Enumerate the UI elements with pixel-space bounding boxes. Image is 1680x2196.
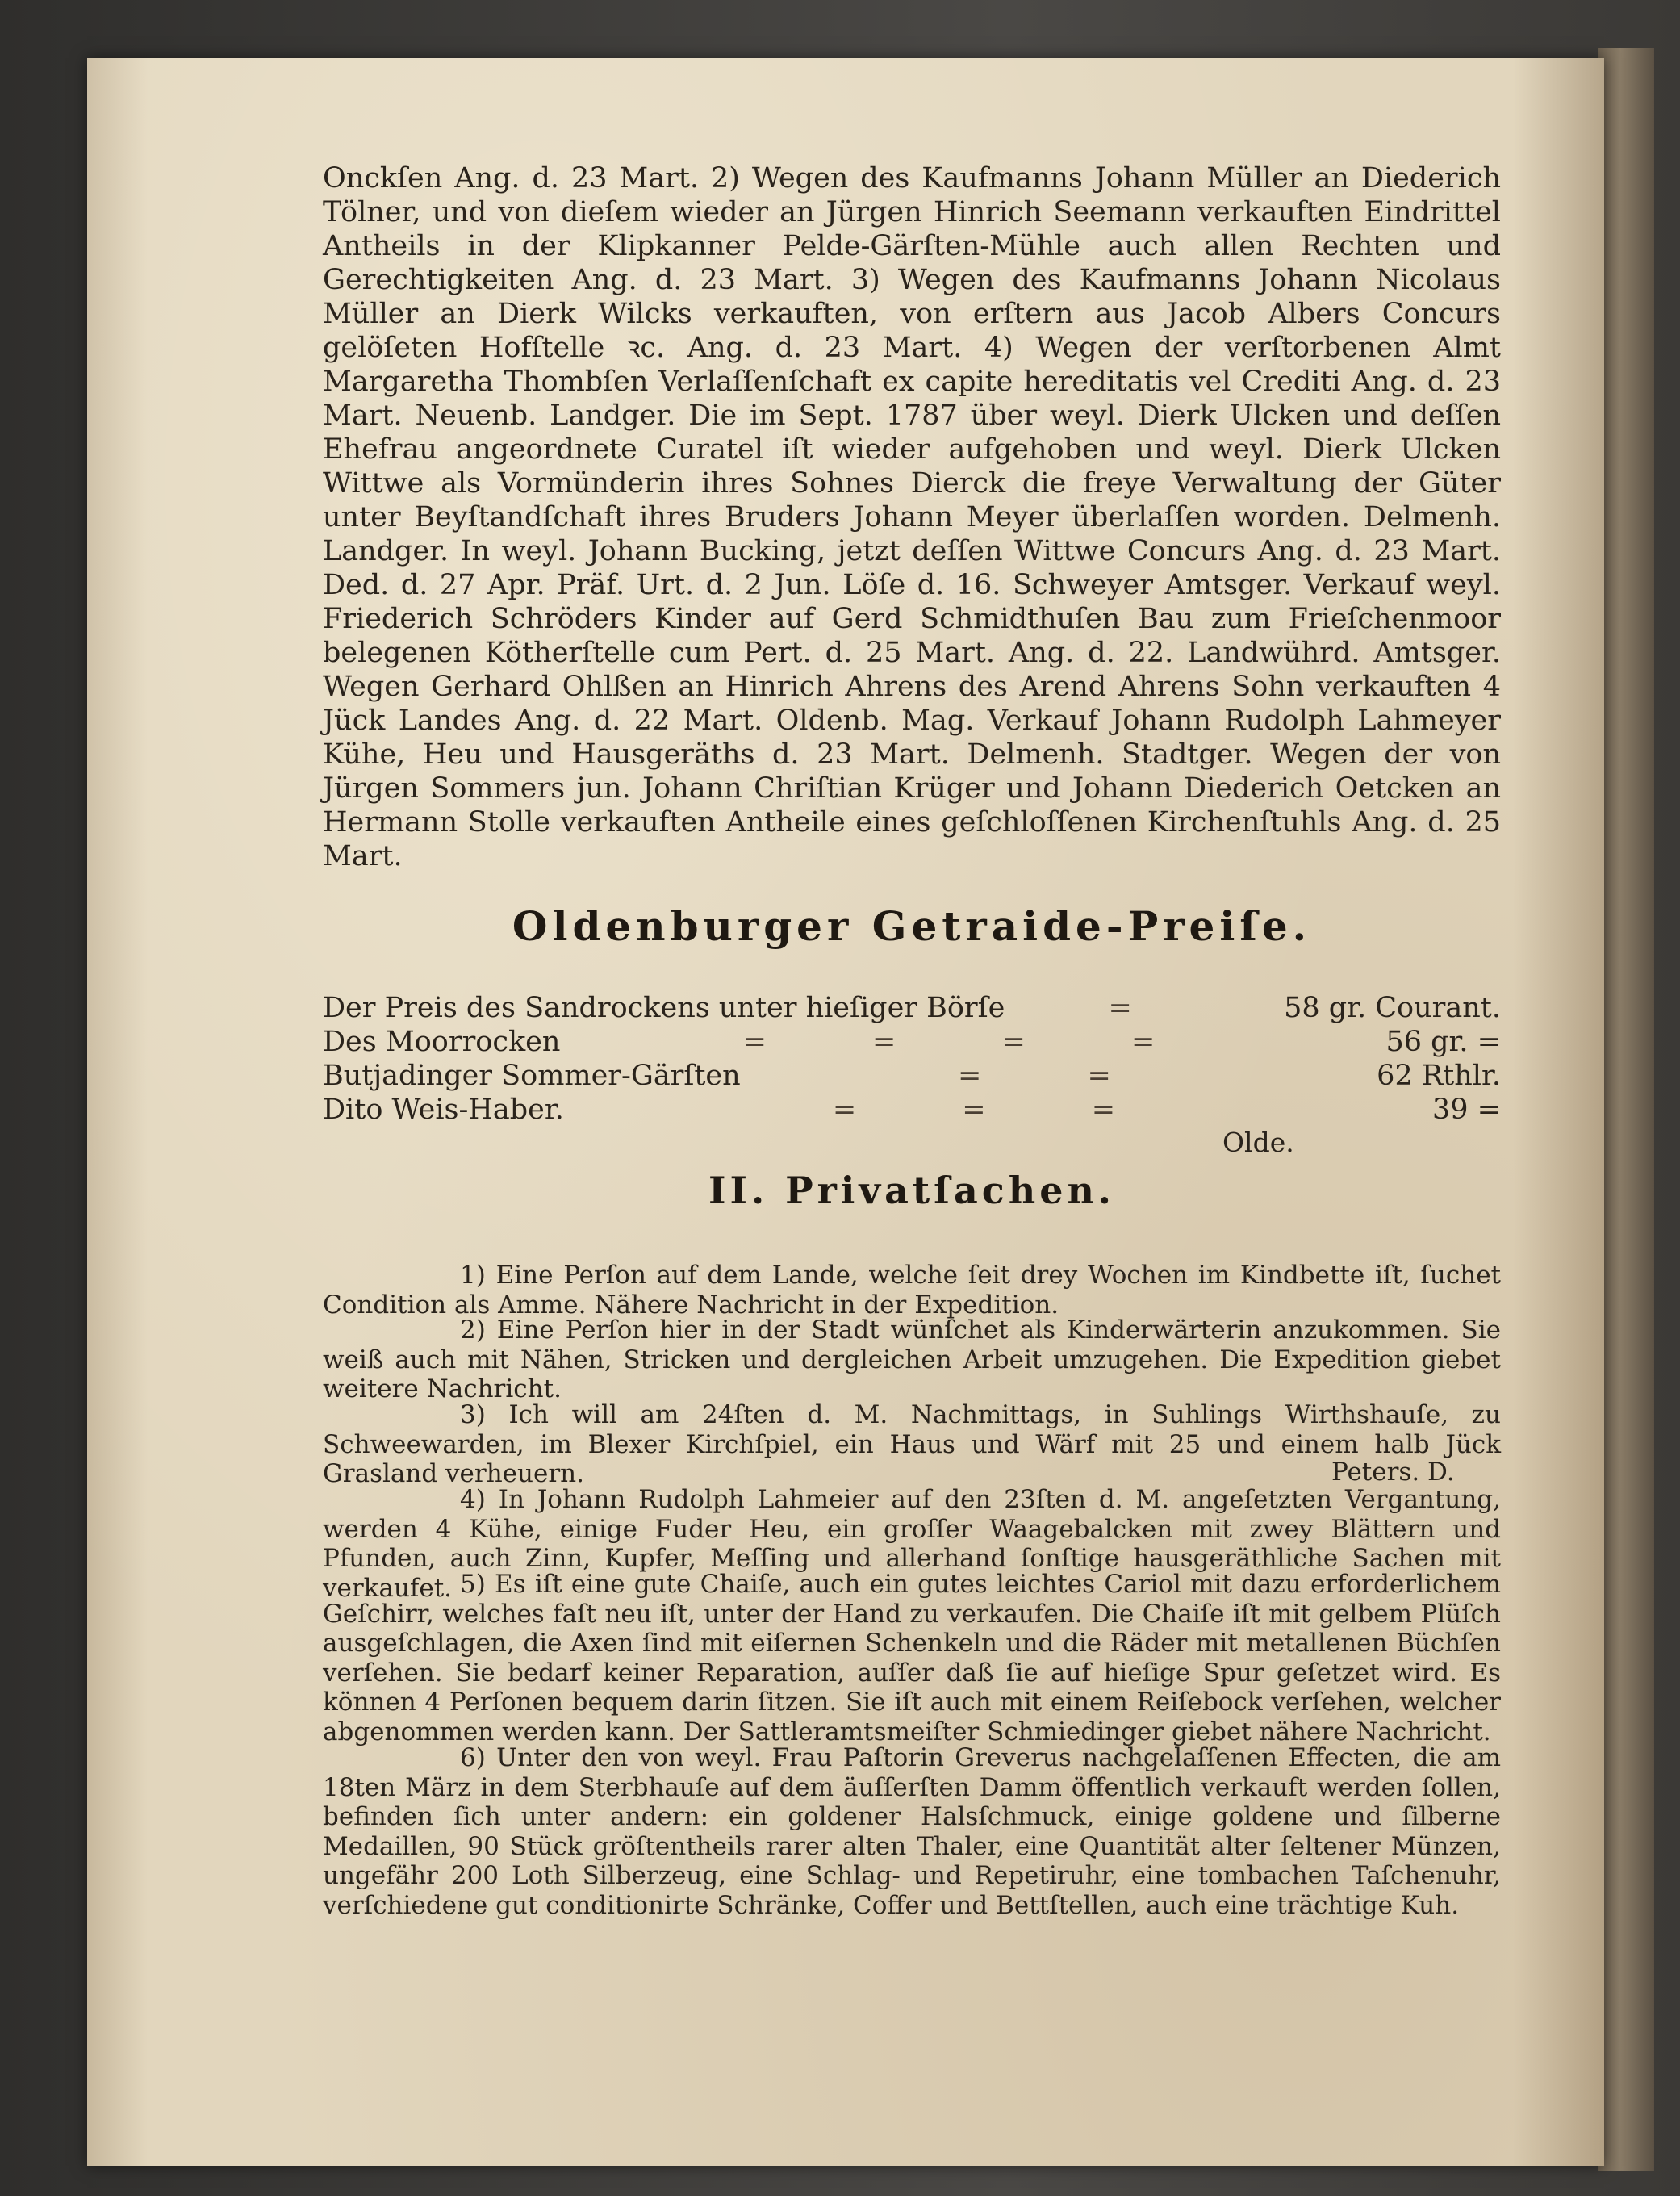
prices-table bbox=[323, 991, 1501, 1127]
private-item-4: 4) In Johann Rudolph Lahmeier auf den 23ſten d. M. angeſetzten Vergantung, werden 4 Kühe, einige Fuder Heu, ein groſſer Waagebalcken mit zwey Blättern und Pfunden, auch Zinn, Kupfer, Meſſing und allerhand ſonſtige hausgeräthliche Sachen mit verkaufet. bbox=[323, 1485, 1501, 1603]
price-row bbox=[323, 1025, 1501, 1059]
price-name: Der Preis des Sandrockens unter hieſiger Börſe bbox=[323, 992, 1005, 1024]
price-dots: = = bbox=[958, 1060, 1160, 1092]
intro-paragraph: Onckſen Ang. d. 23 Mart. 2) Wegen des Kaufmanns Johann Müller an Diederich Tölner, und von dieſem wieder an Jürgen Hinrich Seemann verkauften Eindrittel Antheils in der Klipkanner Pelde-Gärſten-Mühle auch allen Rechten und Gerechtigkeiten Ang. d. 23 Mart. 3) Wegen des Kaufmanns Johann Nicolaus Müller an Dierk Wilcks verkauften, von erſtern aus Jacob Albers Concurs gelöſeten Hofſtelle ꝛc. Ang. d. 23 Mart. 4) Wegen der verſtorbenen Almt Margaretha Thombſen Verlaſſenſchaft ex capite hereditatis vel Crediti Ang. d. 23 Mart. Neuenb. Landger. Die im Sept. 1787 über weyl. Dierk Ulcken und deſſen Ehefrau angeordnete Curatel iſt wieder aufgehoben und weyl. Dierk Ulcken Wittwe als Vormünderin ihres Sohnes Dierck die freye Verwaltung der Güter unter Beyſtandſchaft ihres Bruders Johann Meyer überlaſſen worden. Delmenh. Landger. In weyl. Johann Bucking, jetzt deſſen Wittwe Concurs Ang. d. 23 Mart. Ded. d. 27 Apr. Präf. Urt. d. 2 Jun. Löſe d. 16. Schweyer Amtsger. Verkauf weyl. Friederich Schröders Kinder auf Gerd Schmidthuſen Bau zum Frieſchenmoor belegenen Kötherſtelle cum Pert. d. 25 Mart. Ang. d. 22. Landwührd. Amtsger. Wegen Gerhard Ohlßen an Hinrich Ahrens des Arend Ahrens Sohn verkauften 4 Jück Landes Ang. d. 22 Mart. Oldenb. Mag. Verkauf Johann Rudolph Lahmeyer Kühe, Heu und Hausgeräths d. 23 Mart. Delmenh. Stadtger. Wegen der von Jürgen Sommers jun. Johann Chriſtian Krüger und Johann Diederich Oetcken an Hermann Stolle verkauften Antheile eines geſchloſſenen Kirchenſtuhls Ang. d. 25 Mart. bbox=[323, 162, 1501, 872]
price-value: 58 gr. Courant. bbox=[1284, 992, 1501, 1024]
private-item-6: 6) Unter den von weyl. Frau Paſtorin Greverus nachgelaſſenen Effecten, die am 18ten März in dem Sterbhauſe auf dem äuſſerſten Damm öffentlich verkauft werden ſollen, befinden ſich unter andern: ein goldener Halsſchmuck, einige goldene und ſilberne Medaillen, 90 Stück gröſtentheils rarer alten Thaler, eine Quantität alter ſeltener Münzen, ungefähr 200 Loth Silberzeug, eine Schlag- und Repetiruhr, eine tombachen Taſchenuhr, verſchiedene gut conditionirte Schränke, Coffer und Bettſtellen, auch eine trächtige Kuh. bbox=[323, 1743, 1501, 1920]
price-row bbox=[323, 1093, 1501, 1127]
private-item-3: 3) Ich will am 24ſten d. M. Nachmittags, in Suhlings Wirthshauſe, zu Schweewarden, im Blexer Kirchſpiel, ein Haus und Wärf mit 25 und einem halb Jück Grasland verheuern. bbox=[323, 1400, 1501, 1488]
private-item-1: 1) Eine Perſon auf dem Lande, welche ſeit drey Wochen im Kindbette iſt, ſuchet Condition als Amme. Nähere Nachricht in der Expedition. bbox=[323, 1261, 1501, 1320]
private-item-5: 5) Es iſt eine gute Chaiſe, auch ein gutes leichtes Cariol mit dazu erforderlichem Geſchirr, welches faſt neu iſt, unter der Hand zu verkaufen. Die Chaiſe iſt mit gelbem Plüſch ausgeſchlagen, die Axen ſind mit eiſernen Schenkeln und die Räder mit metallenen Büchſen verſehen. Sie bedarf keiner Reparation, auſſer daß ſie auf hieſige Spur geſetzet wird. Es können 4 Perſonen bequem darin ſitzen. Sie iſt auch mit einem Reiſebock verſehen, welcher abgenommen werden kann. Der Sattleramtsmeiſter Schmiedinger giebet nähere Nachricht. bbox=[323, 1570, 1501, 1746]
item3-signature: Peters. D. bbox=[1331, 1458, 1455, 1487]
price-name: Butjadinger Sommer-Gärſten bbox=[323, 1060, 741, 1092]
price-value: 56 gr. = bbox=[1385, 1026, 1501, 1058]
private-item-2: 2) Eine Perſon hier in der Stadt wünſchet als Kinderwärterin anzukommen. Sie weiß auch mit Nähen, Stricken und dergleichen Arbeit umzugehen. Die Expedition giebet weitere Nachricht. bbox=[323, 1316, 1501, 1403]
price-value: 39 = bbox=[1432, 1094, 1501, 1126]
price-name: Des Moorrocken bbox=[323, 1026, 561, 1058]
price-name: Dito Weis-Haber. bbox=[323, 1094, 564, 1126]
facing-page-edge bbox=[1598, 48, 1654, 2171]
prices-heading: Oldenburger Getraide-Preiſe. bbox=[512, 902, 1312, 950]
price-dots: = = = = bbox=[742, 1026, 1204, 1058]
price-row bbox=[323, 991, 1501, 1025]
price-row bbox=[323, 1059, 1501, 1093]
price-dots: = bbox=[1108, 992, 1181, 1024]
price-dots: = = = bbox=[832, 1094, 1164, 1126]
price-value: 62 Rthlr. bbox=[1377, 1060, 1501, 1092]
private-heading: II. Privatſachen. bbox=[708, 1169, 1115, 1212]
prices-signature: Olde. bbox=[1222, 1127, 1294, 1158]
